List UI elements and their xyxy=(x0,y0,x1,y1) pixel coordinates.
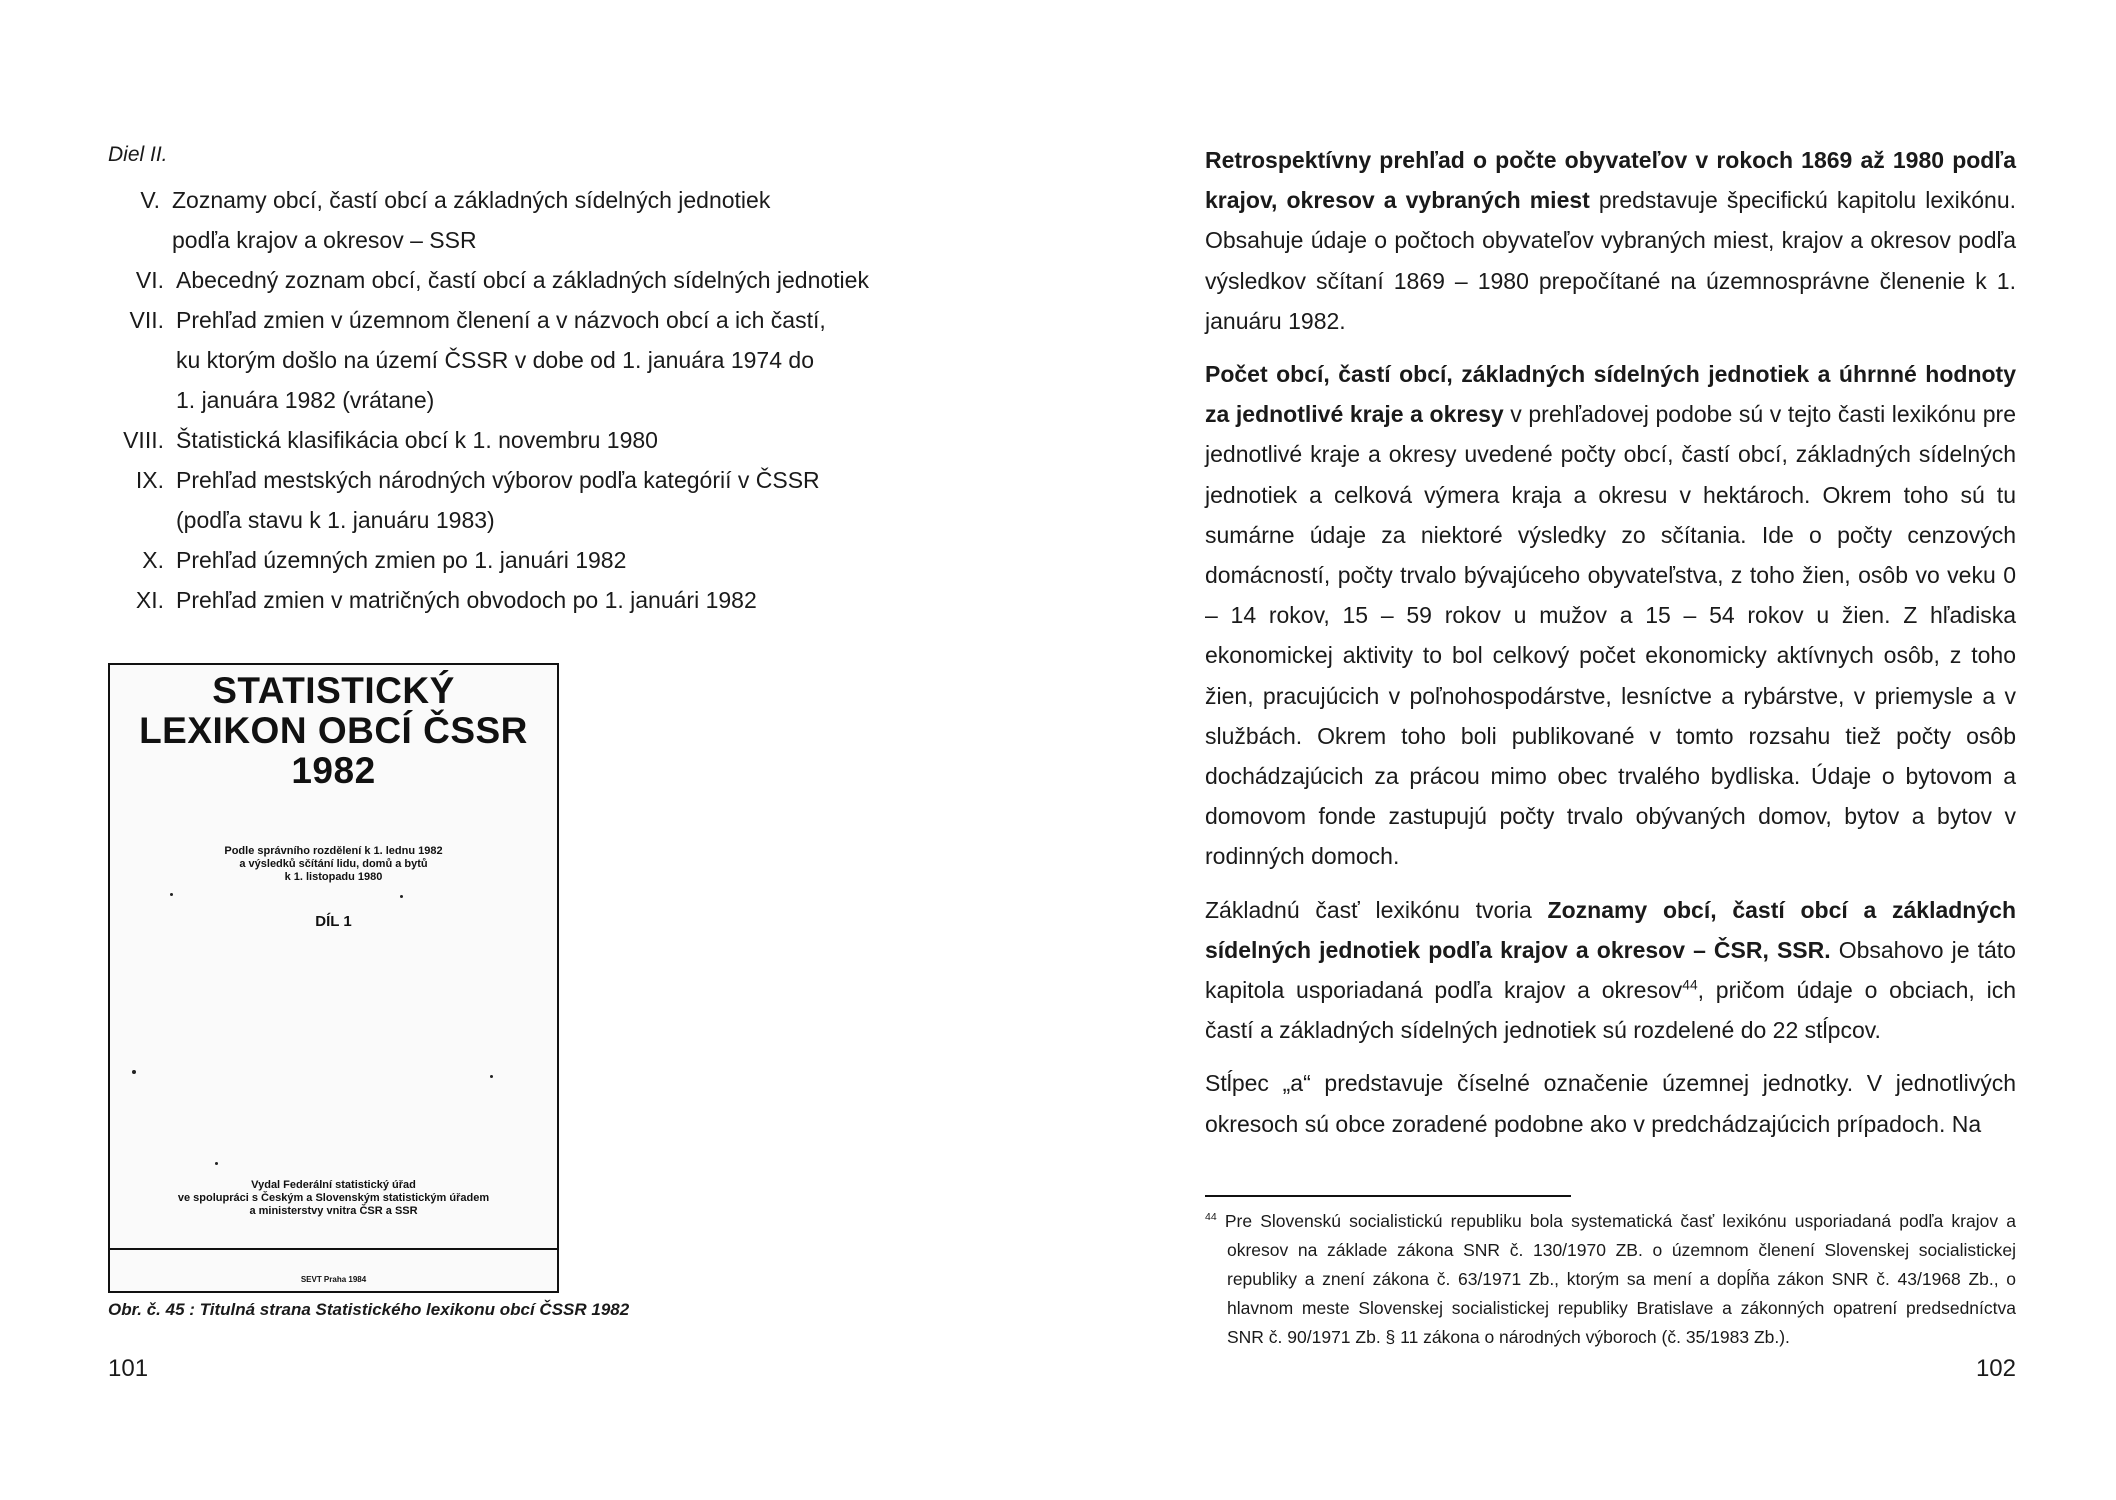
toc-item xyxy=(108,580,928,620)
part-heading: Diel II. xyxy=(108,143,168,166)
footnote-number: 44 xyxy=(1205,1211,1217,1224)
toc-item-text: Zoznamy obcí, častí obcí a základných sídelných jednotiek podľa krajov a okresov – SSR xyxy=(172,187,771,253)
toc-item-text: Štatistická klasifikácia obcí k 1. novembru 1980 xyxy=(176,427,658,453)
table-of-contents xyxy=(108,180,928,620)
paragraph-text: Obsahovo je táto kapitola usporiadaná podľa krajov a okresov xyxy=(1205,936,2016,1004)
toc-item-text: Abecedný zoznam obcí, častí obcí a základných sídelných jednotiek xyxy=(176,267,869,293)
cover-part-label: DÍL 1 xyxy=(315,913,352,930)
cover-publisher-line: ve spolupráci s Českým a Slovenským statistickým úřadem xyxy=(177,1192,490,1204)
toc-item xyxy=(108,260,928,300)
cover-title-line: 1982 xyxy=(291,750,376,791)
cover-title xyxy=(110,671,557,791)
paragraph-lead: Počet obcí, častí obcí, základných sídelných jednotiek a úhrnné hodnoty za jednotlivé kraje a okresy xyxy=(1205,361,2016,428)
cover-subtitle-line: Podle správního rozdělení k 1. lednu 1982 xyxy=(224,845,443,857)
cover-subtitle xyxy=(110,845,557,884)
cover-publisher-line: a ministerstvy vnitra ČSR a SSR xyxy=(249,1205,418,1217)
figure-caption: Obr. č. 45 : Titulná strana Statistického lexikonu obcí ČSSR 1982 xyxy=(108,1300,630,1319)
paragraph xyxy=(1205,354,2016,877)
toc-item-number: IX. xyxy=(135,467,164,493)
print-speck xyxy=(170,893,173,896)
print-speck xyxy=(400,895,403,898)
paragraph xyxy=(1205,890,2016,1051)
toc-item xyxy=(108,420,928,460)
cover-subtitle-line: k 1. listopadu 1980 xyxy=(284,871,383,883)
print-speck xyxy=(215,1162,218,1165)
paragraph-text: Stĺpec „a“ predstavuje číselné označenie územnej jednotky. V jednotlivých okresoch sú obce zoradené podobne ako v predchádzajúcich prípadoch. Na xyxy=(1205,1070,2016,1137)
footnote-reference[interactable]: 44 xyxy=(1682,977,1698,993)
paragraph-text: , pričom údaje o obciach, ich častí a základných sídelných jednotiek sú rozdelené do 22 stĺpcov. xyxy=(1205,977,2016,1044)
toc-item xyxy=(108,180,928,260)
toc-item-number: VI. xyxy=(135,267,164,293)
toc-item-text: Prehľad zmien v územnom členení a v názvoch obcí a ich častí, ku ktorým došlo na území ČSSR v dobe od 1. januára 1974 do 1. januára 1982 (vrátane) xyxy=(176,307,826,413)
footnote xyxy=(1205,1207,2016,1352)
cover-publisher xyxy=(110,1179,557,1218)
footnote-text: Pre Slovenskú socialistickú republiku bola systematická časť lexikónu usporiadaná podľa krajov a okresov na základe zákona SNR č. 130/1970 ZB. o územnom členení Slovenskej socialistickej republiky a znení zákona č. 63/1971 Zb., ktorým sa mení a dopĺňa zákon SNR č. 43/1968 Zb., o hlavnom meste Slovenskej socialistickej republiky Bratislave a zákonných opatrení predsedníctva SNR č. 90/1971 Zb. § 11 zákona o národných výboroch (č. 35/1983 Zb.). xyxy=(1216,1211,2016,1347)
body-text xyxy=(1205,140,2016,1157)
toc-item-number: VIII. xyxy=(123,427,164,453)
footnote-divider xyxy=(1205,1195,1571,1197)
paragraph-text: v prehľadovej podobe sú v tejto časti lexikónu pre jednotlivé kraje a okresy uvedené počty obcí, častí obcí, základných sídelných jednotiek a celková výmera kraja a okresu v hektároch. Okrem toho sú tu sumárne údaje za niektoré výsledky zo sčítania. Ide o počty cenzových domácností, počty trvalo bývajúceho obyvateľstva, z toho žien, osôb vo veku 0 – 14 rokov, 15 – 59 rokov u mužov a 15 – 54 rokov u žien. Z hľadiska ekonomickej aktivity to bol celkový počet ekonomicky aktívnych osôb, z toho žien, pracujúcich v poľnohospodárstve, lesníctve a rybárstve, v priemysle a v službách. Okrem toho boli publikované v tomto rozsahu tiež počty osôb dochádzajúcich za prácou mimo obec trvalého bydliska. Údaje o bytovom a domovom fonde zastupujú počty trvalo obývaných domov, bytov a bytov v rodinných domoch. xyxy=(1205,401,2016,870)
toc-item xyxy=(108,460,928,540)
toc-item-text: Prehľad zmien v matričných obvodoch po 1. januári 1982 xyxy=(176,587,757,613)
paragraph-lead: Retrospektívny prehľad o počte obyvateľov v rokoch 1869 až 1980 podľa krajov, okresov a vybraných miest xyxy=(1205,147,2016,214)
cover-title-line: STATISTICKÝ xyxy=(212,670,455,711)
cover-divider xyxy=(110,1248,557,1250)
toc-item xyxy=(108,540,928,580)
print-speck xyxy=(132,1070,136,1074)
cover-subtitle-line: a výsledků sčítání lidu, domů a bytů xyxy=(239,858,428,870)
paragraph xyxy=(1205,140,2016,341)
toc-item-text: Prehľad územných zmien po 1. januári 1982 xyxy=(176,547,627,573)
toc-item-number: VII. xyxy=(129,307,164,333)
print-speck xyxy=(490,1075,493,1078)
cover-image xyxy=(108,663,559,1293)
toc-item-number: V. xyxy=(140,187,160,213)
right-page xyxy=(1058,0,2116,1500)
toc-item-number: XI. xyxy=(135,587,164,613)
page-number: 102 xyxy=(1975,1355,2016,1382)
paragraph-text: predstavuje špecifickú kapitolu lexikónu. Obsahuje údaje o počtoch obyvateľov vybraných miest, krajov a okresov podľa výsledkov sčítaní 1869 – 1980 prepočítané na územnosprávne členenie k 1. januáru 1982. xyxy=(1205,187,2016,334)
paragraph-text: Základnú časť lexikónu tvoria xyxy=(1205,896,1548,923)
toc-item-text: Prehľad mestských národných výborov podľa kategórií v ČSSR (podľa stavu k 1. januáru 1983) xyxy=(176,467,820,533)
toc-item xyxy=(108,300,928,420)
cover-imprint: SEVT Praha 1984 xyxy=(300,1275,367,1284)
toc-item-number: X. xyxy=(142,547,164,573)
page-number: 101 xyxy=(108,1355,149,1382)
paragraph xyxy=(1205,1063,2016,1143)
paragraph-emphasis: Zoznamy obcí, častí obcí a základných sídelných jednotiek podľa krajov a okresov – ČSR, SSR. xyxy=(1205,896,2016,963)
cover-publisher-line: Vydal Federální statistický úřad xyxy=(251,1179,416,1191)
cover-title-line: LEXIKON OBCÍ ČSSR xyxy=(139,710,528,751)
